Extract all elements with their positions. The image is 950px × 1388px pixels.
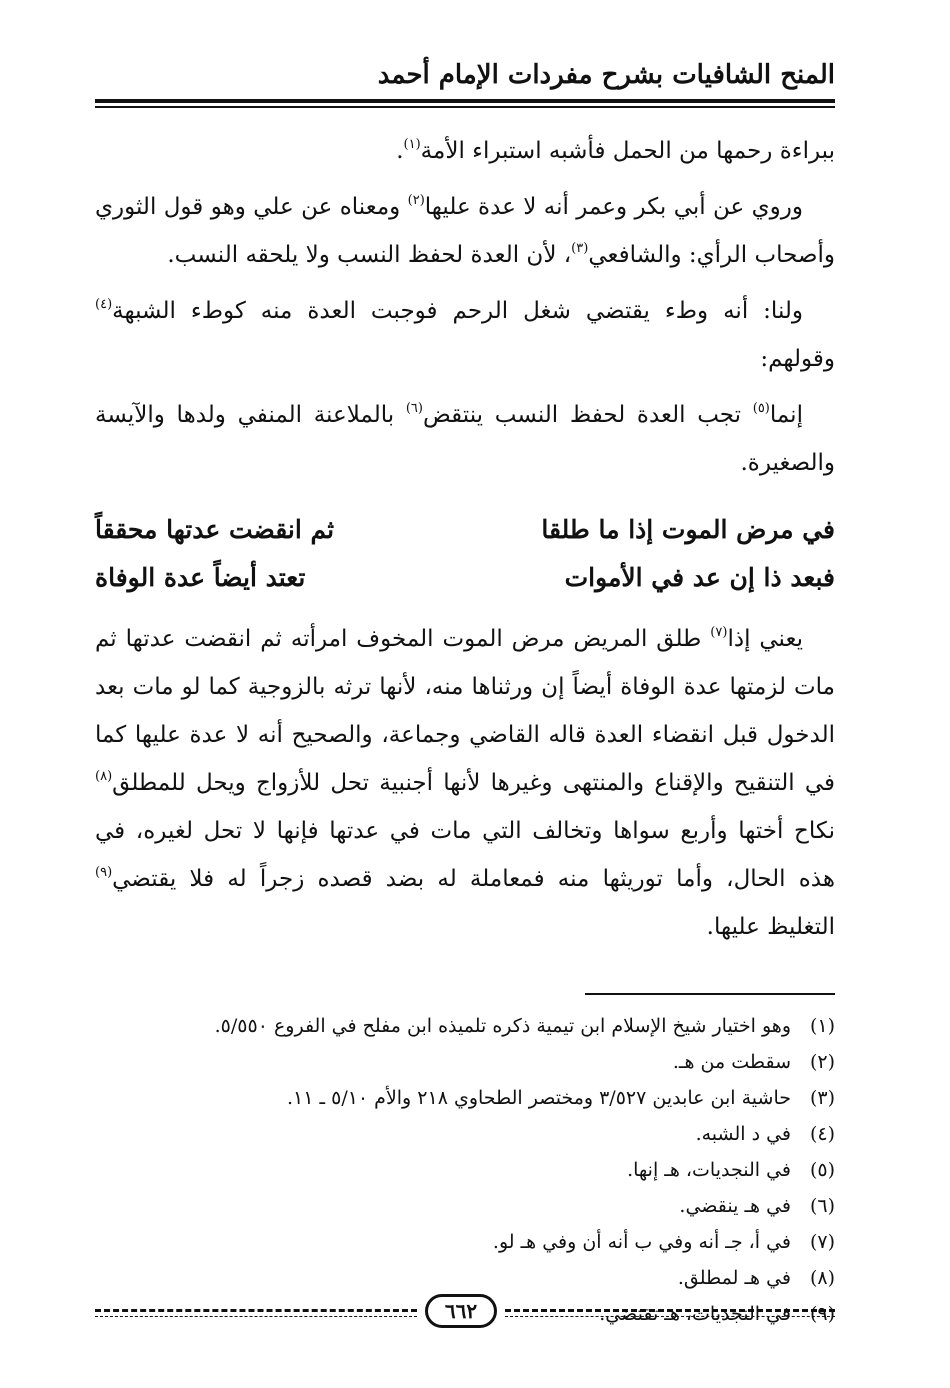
paragraph-4 — [95, 391, 835, 487]
footnote-text: في هـ لمطلق. — [677, 1267, 791, 1289]
footnote-text: في النجديات، هـ إنها. — [627, 1159, 791, 1181]
body-text — [95, 127, 835, 951]
text-run: . — [396, 138, 404, 164]
footnote-item — [95, 1224, 835, 1260]
text-run: ومعناه عن علي وهو قول الثوري وأصحاب الرأي: والشافعي — [95, 194, 835, 268]
header-rule-thin — [95, 106, 835, 108]
footer-dashed-rule-left — [95, 1309, 417, 1312]
footnote-text: حاشية ابن عابدين ٣/٥٢٧ ومختصر الطحاوي ٢١٨ والأم ٥/١٠ ـ ١١. — [286, 1087, 791, 1109]
footnote-number: (٤) — [809, 1123, 835, 1145]
verse-second-hemistich: ثم انقضت عدتها محققاً — [95, 514, 335, 544]
footnote-ref[interactable]: (٧) — [710, 625, 728, 640]
paragraph-2 — [95, 183, 835, 279]
footnote-number: (٧) — [809, 1231, 835, 1253]
header-rule-thick — [95, 99, 835, 103]
footnote-text: في أ، جـ أنه وفي ب أنه أن وفي هـ لو. — [492, 1231, 791, 1253]
footer-dashed-rule-right-thin — [505, 1316, 835, 1317]
text-run: ببراءة رحمها من الحمل فأشبه استبراء الأمة — [420, 138, 835, 164]
page-footer — [95, 1292, 835, 1332]
text-run: وروي عن أبي بكر وعمر أنه لا عدة عليها — [424, 194, 803, 220]
footnote-text: سقطت من هـ. — [672, 1051, 791, 1073]
footnote-number: (٩) — [809, 1303, 835, 1325]
footnote-item — [95, 1080, 835, 1116]
footnote-ref[interactable]: (٩) — [95, 865, 113, 880]
footnote-text: في النجديات، هـ تقتضي. — [599, 1303, 791, 1325]
footnote-text: في هـ ينقضي. — [679, 1195, 791, 1217]
footnote-ref[interactable]: (٣) — [571, 241, 589, 256]
footnote-number: (٨) — [809, 1267, 835, 1289]
footer-dashed-rule-left-thin — [95, 1316, 417, 1317]
footer-dashed-rule-right — [505, 1309, 835, 1312]
footnote-ref[interactable]: (٥) — [752, 401, 770, 416]
footnote-number: (٢) — [809, 1051, 835, 1073]
poem-verse-2 — [95, 553, 835, 601]
verse-first-hemistich: في مرض الموت إذا ما طلقا — [541, 514, 835, 544]
running-header-title: المنح الشافيات بشرح مفردات الإمام أحمد — [377, 60, 835, 90]
footnote-number: (٦) — [809, 1195, 835, 1217]
footnote-number: (٣) — [809, 1087, 835, 1109]
text-run: إنما — [769, 402, 803, 428]
text-run: بالملاعنة المنفي ولدها والآيسة والصغيرة. — [95, 402, 835, 476]
footnote-text: وهو اختيار شيخ الإسلام ابن تيمية ذكره تلميذه ابن مفلح في الفروع ٥/٥٥٠. — [214, 1015, 791, 1037]
footnote-item — [95, 1188, 835, 1224]
footnote-ref[interactable]: (٢) — [407, 193, 425, 208]
text-run: طلق المريض مرض الموت المخوف امرأته ثم انقضت عدتها ثم مات لزمتها عدة الوفاة أيضاً إن ورثناها منه، لأنها ترثه بالزوجية كما لو مات بعد الدخول قبل انقضاء العدة قاله القاضي وجماعة، والصحيح أنه لا عدة عليها كما في التنقيح والإقناع والمنتهى وغيرها لأنها أجنبية تحل للأزواج ويحل للمطلق — [95, 626, 835, 796]
text-run: ولنا: أنه وطء يقتضي شغل الرحم فوجبت العدة منه كوطء الشبهة — [112, 298, 803, 324]
paragraph-1 — [95, 127, 835, 175]
footnote-item — [95, 1008, 835, 1044]
paragraph-5 — [95, 615, 835, 951]
footnote-item — [95, 1260, 835, 1296]
footnote-separator — [585, 993, 835, 995]
paragraph-3 — [95, 287, 835, 383]
poem-verse-1 — [95, 505, 835, 553]
poem-verses — [95, 505, 835, 601]
text-run: ، لأن العدة لحفظ النسب ولا يلحقه النسب. — [167, 242, 572, 268]
text-run: وقولهم: — [760, 346, 835, 372]
verse-first-hemistich: فبعد ذا إن عد في الأموات — [564, 562, 835, 592]
footnote-item — [95, 1152, 835, 1188]
footnote-text: في د الشبه. — [695, 1123, 791, 1145]
footnote-ref[interactable]: (٦) — [405, 401, 423, 416]
text-run: التغليظ عليها. — [706, 914, 835, 940]
text-run: يعني إذا — [727, 626, 803, 652]
footnotes-list — [95, 1008, 835, 1332]
book-page — [95, 55, 835, 1355]
footnote-item — [95, 1044, 835, 1080]
text-run: تجب العدة لحفظ النسب ينتقض — [422, 402, 753, 428]
text-run: نكاح أختها وأربع سواها وتخالف التي مات في عدتها فإنها لا تحل لغيره، في هذه الحال، وأما توريثها منه فمعاملة له بضد قصده زجراً له فلا يقتضي — [95, 818, 835, 892]
footnote-number: (٥) — [809, 1159, 835, 1181]
footnote-ref[interactable]: (٤) — [95, 297, 113, 312]
verse-second-hemistich: تعتد أيضاً عدة الوفاة — [95, 562, 306, 592]
footnote-number: (١) — [809, 1015, 835, 1037]
footnote-item — [95, 1116, 835, 1152]
page-number: ٦٦٢ — [425, 1294, 497, 1328]
footnote-ref[interactable]: (١) — [403, 137, 421, 152]
footnote-ref[interactable]: (٨) — [95, 769, 113, 784]
